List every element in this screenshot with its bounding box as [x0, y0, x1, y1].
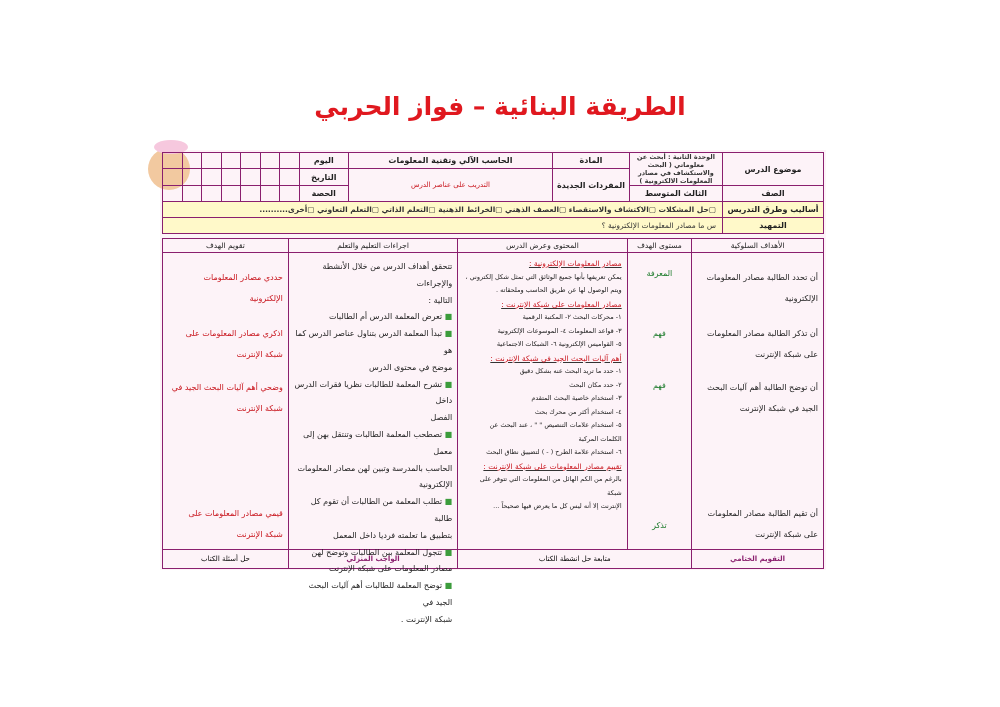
procedure-text: تطلب المعلمة من الطالبات أن تقوم كل طالبة — [310, 497, 453, 523]
subject-value: الحاسب الآلي وتقنية المعلومات — [348, 153, 552, 169]
square-bullet-icon: ■ — [442, 312, 453, 322]
day-cell-6 — [182, 153, 202, 169]
date-cell-7 — [163, 169, 183, 186]
closing-value: متابعة حل انشطة الكتاب — [458, 550, 692, 569]
content-line: يمكن تعريفها بأنها جميع الوثائق التي تمثل شكل إلكتروني ، — [465, 272, 622, 281]
closing-label: التقويم الختامي — [692, 550, 824, 569]
procedure-text: الحاسب بالمدرسة وتبين لهن مصادر المعلومات — [297, 463, 453, 473]
day-label: اليوم — [299, 153, 348, 169]
content-heading: تقييم مصادر المعلومات على شبكة الإنترنت : — [483, 461, 622, 471]
period-cell-4 — [221, 186, 241, 202]
procedure-bullet — [294, 427, 452, 461]
procedure-line — [294, 561, 452, 578]
day-cell-7 — [163, 153, 183, 169]
procedure-text: تشرح المعلمة للطالبات نظريا فقرات الدرس داخل — [294, 379, 453, 406]
evaluation-cell — [163, 253, 289, 550]
intro-label: التمهيد — [722, 218, 823, 234]
objective-item: أن تقيم الطالبة مصادر المعلومات على شبكة الإنترنت — [707, 509, 818, 539]
content-line: ٦- استخدام علامة الطرح ( - ) لتضييق نطاق البحث — [486, 448, 622, 456]
content-line: ٣- استخدام خاصية البحث المتقدم — [531, 394, 622, 402]
objective-item: أن توضح الطالبة أهم آليات البحث الجيد في شبكة الإنترنت — [707, 383, 818, 413]
procedure-bullet — [294, 494, 452, 528]
procedure-line — [294, 477, 452, 494]
procedure-line — [294, 360, 452, 377]
procedure-bullet — [294, 309, 452, 326]
content-line: ٣- قواعد المعلومات ٤- الموسوعات الإلكترونية — [497, 326, 622, 335]
procedure-bullet — [294, 578, 452, 612]
objectives-header: الأهداف السلوكية — [692, 239, 824, 253]
homework-label: الواجب المنزلي — [288, 550, 457, 569]
procedure-text: الإلكترونية — [418, 480, 453, 490]
square-bullet-icon: ■ — [442, 379, 453, 389]
level-item: المعرفة — [646, 269, 673, 278]
date-cell-3 — [241, 169, 261, 186]
procedure-bullet — [294, 377, 452, 411]
procedure-text: توضح المعلمة للطالبات أهم آليات البحث الجيد في — [308, 581, 453, 607]
day-cell-4 — [221, 153, 241, 169]
level-item: فهم — [652, 329, 666, 338]
period-cell-7 — [163, 186, 183, 202]
period-cell-2 — [260, 186, 280, 202]
content-line: الكلمات المركبة — [578, 434, 622, 443]
page-title: الطريقة البنائية – فواز الحربي — [314, 92, 686, 121]
new-vocab-label: المفردات الجديدة — [553, 169, 630, 202]
period-cell-6 — [182, 186, 202, 202]
class-value: الثالث المتوسط — [629, 186, 722, 202]
content-line: ويتم الوصول لها عن طريق الحاسب وملحقاته . — [496, 286, 622, 294]
methods-value: ▢حل المشكلات ▢الاكتشاف والاستقصاء ▢العصف الذهني ▢الخرائط الذهنية ▢التعلم الذاتي ▢التعلم التعاوني ▢أخرى.......... — [163, 202, 723, 218]
period-cell-3 — [241, 186, 261, 202]
topic-label: موضوع الدرس — [722, 153, 823, 186]
procedure-text: شبكة الإنترنت . — [400, 614, 453, 624]
procedure-line — [294, 410, 452, 427]
class-label: الصف — [722, 186, 823, 202]
level-item: تذكر — [652, 521, 667, 530]
square-bullet-icon: ■ — [442, 581, 453, 591]
content-line: ٥- استخدام علامات التنصيص " " ، عند البحث عن — [489, 421, 622, 429]
homework-value: حل أسئلة الكتاب — [163, 550, 289, 569]
date-cell-5 — [202, 169, 222, 186]
methods-label: أساليب وطرق التدريس — [722, 202, 823, 218]
content-heading: أهم آليات البحث الجيد في شبكة الإنترنت : — [490, 353, 622, 363]
evaluation-item: وضحي أهم آليات البحث الجيد في شبكة الإنترنت — [171, 383, 283, 413]
content-line: الإنترنت إلا أنه ليس كل ما يعرض فيها صحيحاً ... — [493, 502, 622, 510]
date-cell-6 — [182, 169, 202, 186]
procedure-text: التالية : — [428, 295, 453, 305]
evaluation-item: قيمي مصادر المعلومات على شبكة الإنترنت — [188, 509, 283, 539]
square-bullet-icon: ■ — [442, 429, 453, 439]
content-header: المحتوى وعرض الدرس — [458, 239, 627, 253]
objective-item: أن تذكر الطالبة مصادر المعلومات على شبكة الإنترنت — [707, 329, 818, 359]
square-bullet-icon: ■ — [442, 497, 453, 507]
content-line: ٢- حدد مكان البحث — [569, 380, 622, 389]
lesson-plan-table — [162, 238, 824, 624]
topic-value: الوحدة الثانية : أبحث عن معلوماتي ( البحث والاستكشاف في مصادر المعلومات الالكترونية ) — [629, 153, 722, 186]
content-heading: مصادر المعلومات على شبكة الإنترنت : — [501, 299, 622, 309]
procedure-text: تتجول المعلمة بين الطالبات وتوضح لهن — [311, 547, 443, 557]
content-cell — [458, 253, 627, 550]
procedure-text: الفصل — [430, 413, 453, 423]
date-cell-2 — [260, 169, 280, 186]
evaluation-item: حددي مصادر المعلومات الإلكترونية — [203, 273, 283, 303]
content-line: ١- محركات البحث ٢- المكتبة الرقمية — [522, 313, 622, 321]
procedure-bullet — [294, 545, 452, 562]
procedure-text: تبدأ المعلمة الدرس بتناول عناصر الدرس كما هو — [295, 329, 453, 355]
procedure-line — [294, 293, 452, 310]
content-line: ٥- القواميس الإلكترونية ٦- الشبكات الاجتماعية — [496, 340, 622, 348]
level-header: مستوى الهدف — [627, 239, 692, 253]
procedure-text: تعرض المعلمة الدرس أم الطالبات — [328, 312, 443, 322]
procedure-text: تتحقق أهداف الدرس من خلال الأنشطة والإجراءات — [322, 262, 453, 288]
content-line: ١- حدد ما تريد البحث عنه بشكل دقيق — [519, 367, 622, 375]
procedure-line — [294, 612, 452, 629]
period-label: الحصة — [299, 186, 348, 202]
procedures-list — [294, 259, 452, 629]
content-line: ٤- استخدام أكثر من محرك بحث — [534, 407, 622, 416]
new-vocab-value: التدريب على عناصر الدرس — [348, 169, 552, 202]
square-bullet-icon: ■ — [442, 329, 453, 339]
evaluation-item: اذكري مصادر المعلومات على شبكة الإنترنت — [185, 329, 283, 359]
date-cell-1 — [280, 169, 300, 186]
intro-value: س ما مصادر المعلومات الإلكترونية ؟ — [163, 218, 723, 234]
content-heading: مصادر المعلومات الإلكترونية : — [528, 259, 622, 268]
content-line: بالرغم من الكم الهائل من المعلومات التي تتوفر على شبكة — [479, 475, 622, 497]
period-cell-1 — [280, 186, 300, 202]
day-cell-5 — [202, 153, 222, 169]
level-cell — [627, 253, 692, 550]
day-cell-2 — [260, 153, 280, 169]
date-cell-4 — [221, 169, 241, 186]
lesson-header-table — [162, 152, 824, 234]
procedure-line — [294, 259, 452, 293]
period-cell-5 — [202, 186, 222, 202]
square-bullet-icon: ■ — [442, 547, 453, 557]
subject-label: المادة — [553, 153, 630, 169]
procedure-text: تصطحب المعلمة الطالبات وتنتقل بهن إلى معمل — [303, 429, 453, 456]
procedures-header: اجراءات التعليم والتعلم — [288, 239, 457, 253]
procedure-text: بتطبيق ما تعلمته فرديا داخل المعمل — [332, 530, 453, 540]
procedure-bullet — [294, 326, 452, 360]
evaluation-header: تقويم الهدف — [163, 239, 289, 253]
day-cell-1 — [280, 153, 300, 169]
day-cell-3 — [241, 153, 261, 169]
procedure-text: مصادر المعلومات على شبكة الإنترنت — [328, 564, 453, 574]
objectives-cell — [692, 253, 824, 550]
content-list — [463, 257, 621, 514]
level-item: فهم — [652, 381, 666, 390]
procedure-line — [294, 461, 452, 478]
date-label: التاريخ — [299, 169, 348, 186]
objective-item: أن تحدد الطالبة مصادر المعلومات الإلكترونية — [706, 273, 818, 303]
procedure-line — [294, 528, 452, 545]
procedure-text: موضح في محتوى الدرس — [369, 362, 453, 372]
